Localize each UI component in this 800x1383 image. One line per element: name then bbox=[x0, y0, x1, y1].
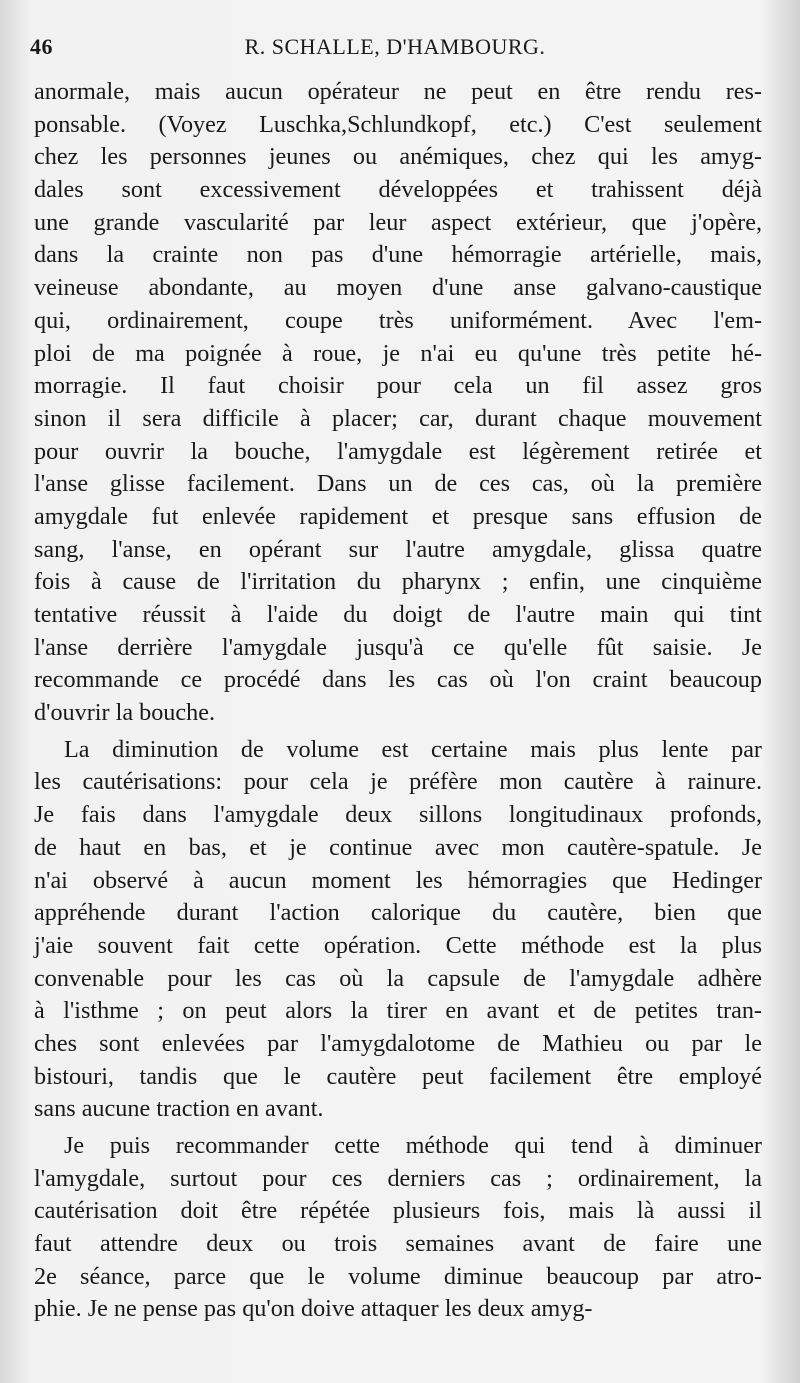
text-line: sans aucune traction en avant. bbox=[34, 1095, 324, 1123]
text-line: de haut en bas, et je continue avec mon cautère-spatule. Je bbox=[34, 833, 762, 861]
text-line: d'ouvrir la bouche. bbox=[34, 699, 216, 727]
text-line: à l'isthme ; on peut alors la tirer en avant et de petites tran- bbox=[34, 997, 762, 1025]
text-line: ponsable. (Voyez Luschka,Schlundkopf, etc.) C'est seulement bbox=[34, 110, 762, 138]
text-line: l'amygdale, surtout pour ces derniers cas ; ordinairement, la bbox=[34, 1164, 762, 1192]
text-line: bistouri, tandis que le cautère peut facilement être employé bbox=[34, 1062, 762, 1090]
text-line: dales sont excessivement développées et trahissent déjà bbox=[34, 176, 762, 204]
text-line: cautérisation doit être répétée plusieurs fois, mais là aussi il bbox=[34, 1197, 762, 1225]
text-line: une grande vascularité par leur aspect extérieur, que j'opère, bbox=[34, 208, 762, 236]
text-line: tentative réussit à l'aide du doigt de l'autre main qui tint bbox=[34, 601, 762, 628]
text-line: 2e séance, parce que le volume diminue beaucoup par atro- bbox=[34, 1262, 762, 1290]
text-line: veineuse abondante, au moyen d'une anse galvano-caustique bbox=[34, 274, 762, 302]
text-line: recommande ce procédé dans les cas où l'on craint beaucoup bbox=[34, 666, 762, 694]
body-text bbox=[34, 76, 762, 1326]
paragraph bbox=[34, 76, 762, 730]
text-line: les cautérisations: pour cela je préfère mon cautère à rainure. bbox=[34, 768, 762, 796]
text-line: phie. Je ne pense pas qu'on doive attaquer les deux amyg- bbox=[34, 1295, 593, 1323]
paragraph bbox=[34, 1130, 762, 1326]
text-line: anormale, mais aucun opérateur ne peut en être rendu res- bbox=[34, 78, 762, 105]
text-line: pour ouvrir la bouche, l'amygdale est légèrement retirée et bbox=[34, 437, 762, 465]
text-line: fois à cause de l'irritation du pharynx ; enfin, une cinquième bbox=[34, 568, 762, 596]
text-line: appréhende durant l'action calorique du cautère, bien que bbox=[34, 899, 762, 927]
text-line: ploi de ma poignée à roue, je n'ai eu qu'une très petite hé- bbox=[34, 339, 762, 367]
running-head: R. SCHALLE, D'HAMBOURG. bbox=[244, 34, 546, 59]
text-line: faut attendre deux ou trois semaines avant de faire une bbox=[34, 1230, 762, 1258]
paragraph bbox=[34, 734, 762, 1126]
text-line: l'anse glisse facilement. Dans un de ces cas, où la première bbox=[34, 470, 762, 498]
text-line: Je fais dans l'amygdale deux sillons longitudinaux profonds, bbox=[34, 801, 762, 829]
page-number: 46 bbox=[30, 34, 53, 59]
text-line: l'anse derrière l'amygdale jusqu'à ce qu'elle fût saisie. Je bbox=[34, 633, 762, 661]
text-line: sang, l'anse, en opérant sur l'autre amygdale, glissa quatre bbox=[34, 535, 762, 563]
text-line: morragie. Il faut choisir pour cela un fil assez gros bbox=[34, 372, 762, 400]
text-line: n'ai observé à aucun moment les hémorragies que Hedinger bbox=[34, 866, 762, 894]
text-line: chez les personnes jeunes ou anémiques, chez qui les amyg- bbox=[34, 143, 762, 171]
page-header bbox=[30, 34, 760, 64]
text-line: j'aie souvent fait cette opération. Cette méthode est la plus bbox=[34, 931, 762, 959]
text-line: dans la crainte non pas d'une hémorragie artérielle, mais, bbox=[34, 241, 762, 269]
text-line: ches sont enlevées par l'amygdalotome de Mathieu ou par le bbox=[34, 1029, 762, 1057]
text-line: La diminution de volume est certaine mais plus lente par bbox=[64, 735, 762, 763]
text-line: amygdale fut enlevée rapidement et presque sans effusion de bbox=[34, 502, 762, 530]
text-line: convenable pour les cas où la capsule de l'amygdale adhère bbox=[34, 964, 762, 992]
text-line: sinon il sera difficile à placer; car, durant chaque mouvement bbox=[34, 404, 762, 432]
text-line: qui, ordinairement, coupe très uniformément. Avec l'em- bbox=[34, 306, 762, 334]
text-line: Je puis recommander cette méthode qui tend à diminuer bbox=[64, 1132, 762, 1159]
